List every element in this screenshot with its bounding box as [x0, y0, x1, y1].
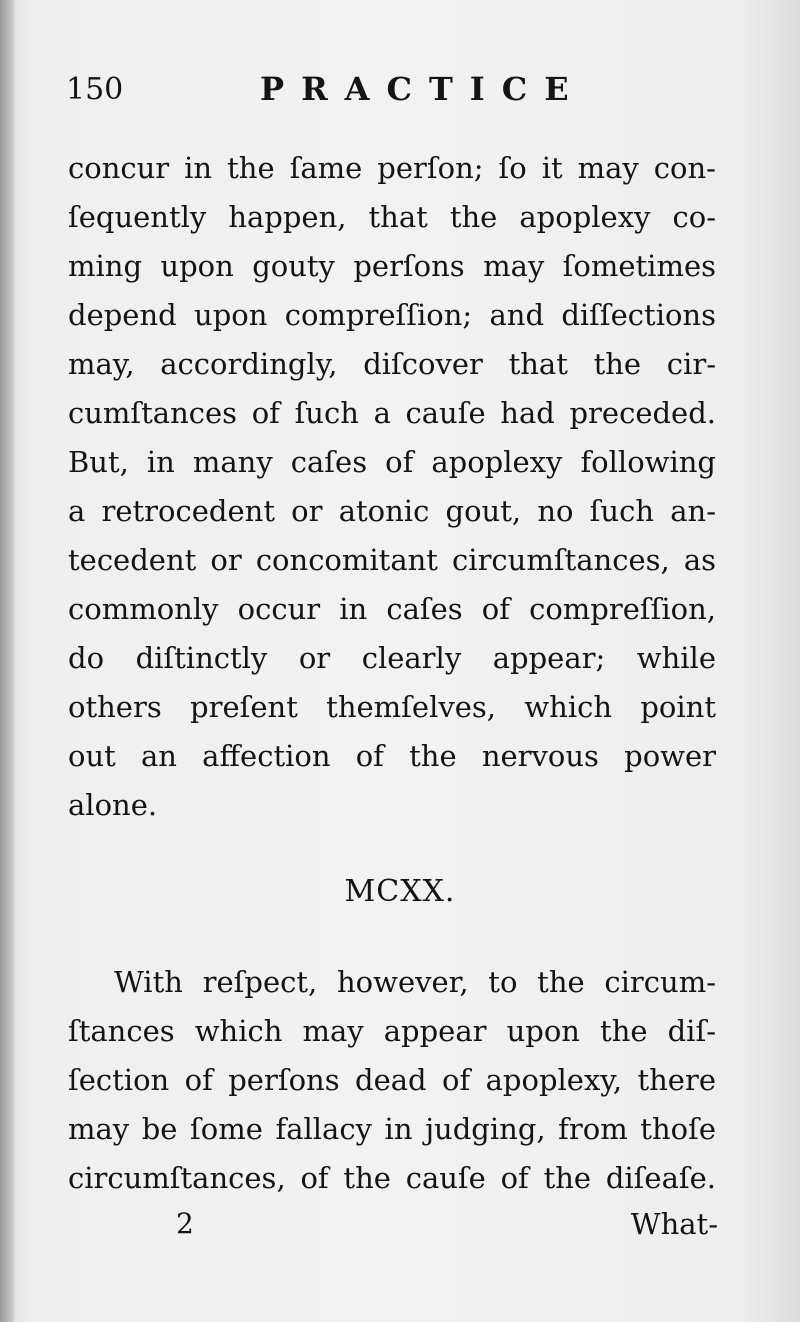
section-heading: MCXX.: [344, 874, 456, 909]
text-line: commonly occur in caſes of compreſſion,: [68, 592, 716, 626]
text-line: depend upon compreſſion; and diſſections: [68, 298, 716, 332]
text-line: may, accordingly, diſcover that the cir-: [68, 347, 716, 381]
text-line: concur in the ſame perſon; ſo it may con-: [68, 151, 716, 185]
text-line: out an affection of the nervous power: [68, 739, 716, 773]
text-line: a retrocedent or atonic gout, no ſuch an-: [68, 494, 716, 528]
page-footer: [68, 1203, 716, 1247]
text-line: others preſent themſelves, which point: [68, 690, 716, 724]
text-line: ſequently happen, that the apoplexy co-: [68, 200, 716, 234]
page-header: [60, 68, 760, 112]
catchword: What-: [630, 1207, 718, 1241]
running-head: PRACTICE: [260, 70, 586, 108]
text-line: cumſtances of ſuch a cauſe had preceded.: [68, 396, 716, 430]
text-line: With reſpect, however, to the circum-: [114, 965, 716, 999]
paragraph-2: [68, 958, 716, 1203]
signature-mark: 2: [176, 1207, 194, 1240]
paragraph-1: [68, 144, 716, 830]
text-line: But, in many caſes of apoplexy following: [68, 445, 716, 479]
page-number: 150: [66, 72, 124, 107]
text-line: do diſtinctly or clearly appear; while: [68, 641, 716, 675]
text-line: alone.: [68, 788, 158, 822]
text-line: ſtances which may appear upon the diſ-: [68, 1014, 716, 1048]
text-line: circumſtances, of the cauſe of the diſeaſe.: [68, 1161, 716, 1195]
text-line: may be ſome fallacy in judging, from thoſe: [68, 1112, 716, 1146]
text-line: tecedent or concomitant circumſtances, as: [68, 543, 716, 577]
text-line: ſection of perſons dead of apoplexy, there: [68, 1063, 716, 1097]
text-line: ming upon gouty perſons may ſometimes: [68, 249, 716, 283]
page-gutter-shadow: [0, 0, 14, 1322]
